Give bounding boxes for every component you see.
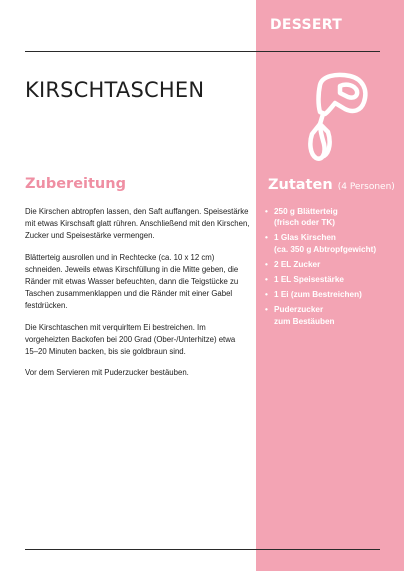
preparation-heading: Zubereitung — [25, 176, 126, 192]
bottom-divider — [25, 549, 380, 550]
servings-label: (4 Personen) — [337, 182, 395, 192]
ingredient-item — [265, 232, 402, 254]
bullet-icon: • — [265, 275, 268, 285]
ingredient-text: Puderzucker zum Bestäuben — [274, 305, 335, 326]
ingredient-item — [265, 206, 402, 228]
ingredient-text: 1 Ei (zum Bestreichen) — [274, 290, 362, 300]
ingredients-heading-label: Zutaten — [268, 177, 333, 193]
preparation-step: Die Kirschtaschen mit verquirltem Ei bestreichen. Im vorgeheizten Backofen bei 200 Grad (Ober-/Unterhitze) etwa 15–20 Minuten backen, bis sie goldbraun sind. — [25, 322, 236, 357]
preparation-text — [25, 206, 250, 388]
top-divider — [25, 51, 380, 52]
preparation-step: Die Kirschen abtropfen lassen, den Saft auffangen. Speisestärke mit etwas Kirschsaft glatt rühren. Anschließend mit den Kirschen, Zucker und Speisestärke vermengen. — [25, 207, 250, 241]
category-label: DESSERT — [270, 17, 343, 33]
bullet-icon: • — [265, 259, 268, 269]
ingredient-text: 1 Glas Kirschen (ca. 350 g Abtropfgewicht) — [274, 233, 377, 254]
ingredient-text: 2 EL Zucker — [274, 259, 321, 269]
preparation-step: Blätterteig ausrollen und in Rechtecke (ca. 10 x 12 cm) schneiden. Jeweils etwas Kirschfüllung in die Mitte geben, die Ränder mit etwas Wasser befeuchten, dann die Teigstücke zu Taschen zusammenklappen und die Ränder mit einer Gabel festdrücken. — [25, 252, 239, 311]
recipe-title: KIRSCHTASCHEN — [25, 78, 205, 102]
ingredient-item — [265, 304, 402, 326]
ingredients-heading — [268, 177, 395, 193]
ingredients-list — [265, 206, 402, 331]
bullet-icon: • — [265, 305, 268, 315]
ingredient-text: 250 g Blätterteig (frisch oder TK) — [274, 207, 338, 228]
ingredient-item — [265, 259, 402, 270]
bullet-icon: • — [265, 290, 268, 300]
ingredient-item — [265, 274, 402, 285]
ingredient-text: 1 EL Speisestärke — [274, 275, 344, 285]
bullet-icon: • — [265, 233, 268, 243]
ingredient-item — [265, 289, 402, 300]
bullet-icon: • — [265, 207, 268, 216]
hand-mixer-icon — [290, 68, 370, 164]
preparation-step: Vor dem Servieren mit Puderzucker bestäuben. — [25, 368, 189, 378]
